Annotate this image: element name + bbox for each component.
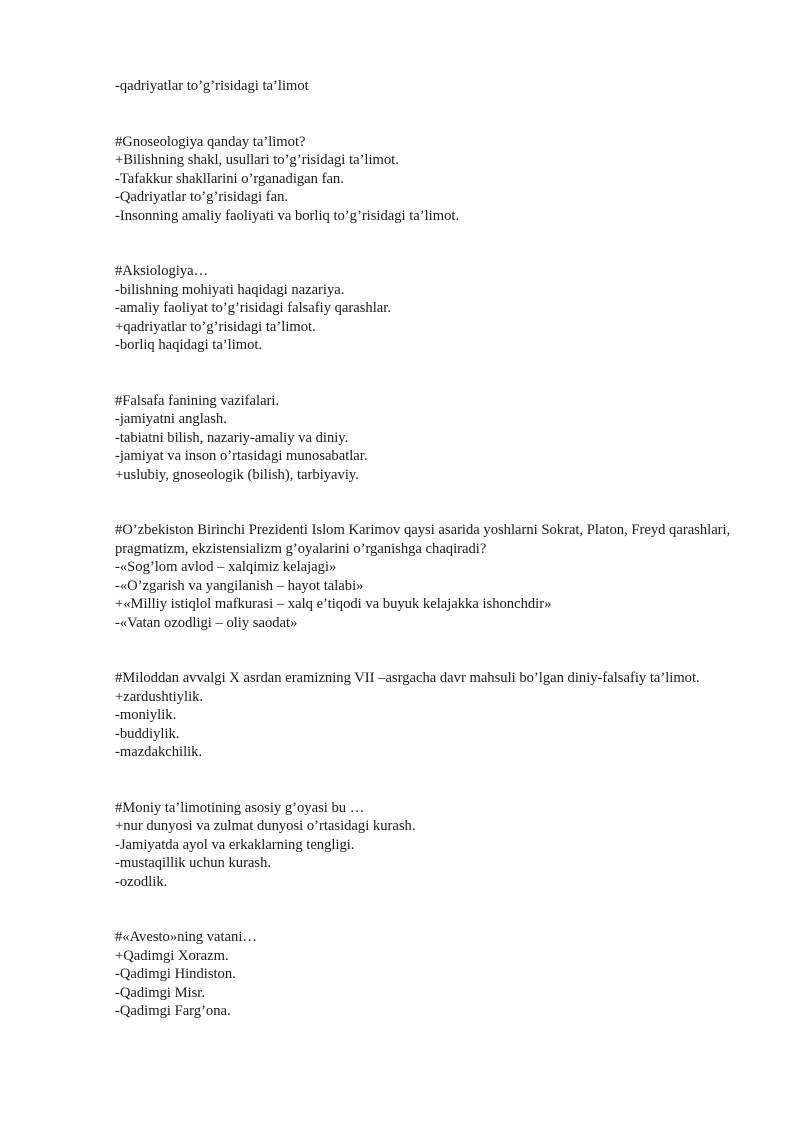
question-list: [115, 133, 735, 1021]
answer-option: -Qadimgi Hindiston.: [115, 966, 236, 982]
question-text: #Gnoseologiya qanday ta’limot?: [115, 133, 306, 150]
answer-options: [115, 281, 735, 355]
answer-option: +qadriyatlar to’g’risidagi ta’limot.: [115, 318, 316, 335]
answer-options: [115, 817, 735, 891]
answer-option: +Bilishning shakl, usullari to’g’risidagi ta’limot.: [115, 152, 399, 168]
answer-options: [115, 688, 735, 762]
answer-option: -Qadimgi Misr.: [115, 984, 205, 1001]
question-text: #«Avesto»ning vatani…: [115, 929, 257, 945]
answer-option: -mustaqillik uchun kurash.: [115, 855, 272, 871]
quiz-content: [115, 77, 735, 1021]
question-block: [115, 392, 735, 485]
answer-options: [115, 151, 735, 225]
answer-options: [115, 558, 735, 632]
answer-option: -Tafakkur shakllarini o’rganadigan fan.: [115, 170, 344, 187]
question-text: #Miloddan avvalgi X asrdan eramizning VII –asrgacha davr mahsuli bo’lgan diniy-falsafiy ta’limot.: [115, 670, 700, 686]
answer-option: -tabiatni bilish, nazariy-amaliy va diniy.: [115, 429, 349, 446]
answer-option: -«O’zgarish va yangilanish – hayot talabi»: [115, 577, 364, 594]
answer-option: -Insonning amaliy faoliyati va borliq to’g’risidagi ta’limot.: [115, 207, 460, 224]
question-block: [115, 799, 735, 892]
answer-option: +Qadimgi Xorazm.: [115, 947, 229, 964]
question-block: [115, 262, 735, 355]
answer-options: [115, 410, 735, 484]
answer-option: -Qadriyatlar to’g’risidagi fan.: [115, 189, 289, 205]
answer-option: -mazdakchilik.: [115, 744, 203, 760]
answer-option: -ozodlik.: [115, 873, 168, 890]
answer-option: -moniylik.: [115, 707, 177, 723]
question-text: #Aksiologiya…: [115, 263, 209, 279]
answer-option: -jamiyatni anglash.: [115, 411, 227, 427]
question-text: #Moniy ta’limotining asosiy g’oyasi bu …: [115, 799, 365, 816]
answer-option: -«Sog’lom avlod – xalqimiz kelajagi»: [115, 559, 337, 575]
answer-option: -jamiyat va inson o’rtasidagi munosabatlar.: [115, 448, 368, 464]
answer-option: -amaliy faoliyat to’g’risidagi falsafiy qarashlar.: [115, 300, 391, 316]
question-text: #Falsafa fanining vazifalari.: [115, 392, 280, 409]
answer-options: [115, 947, 735, 1021]
answer-option: +zardushtiylik.: [115, 688, 204, 705]
answer-option: -«Vatan ozodligi – oliy saodat»: [115, 614, 298, 631]
answer-option: -Qadimgi Farg’ona.: [115, 1003, 231, 1019]
question-block: [115, 928, 735, 1021]
answer-option: +uslubiy, gnoseologik (bilish), tarbiyaviy.: [115, 466, 359, 483]
question-text: #O’zbekiston Birinchi Prezidenti Islom Karimov qaysi asarida yoshlarni Sokrat, Platon, Freyd qarashlari, pragmatizm, ekzistensializm g’oyalarini o’rganishga chaqiradi?: [115, 522, 734, 557]
intro-line: -qadriyatlar to’g’risidagi ta’limot: [115, 78, 309, 94]
answer-option: -buddiylik.: [115, 725, 180, 742]
question-block: [115, 669, 735, 762]
answer-option: -bilishning mohiyati haqidagi nazariya.: [115, 281, 345, 298]
answer-option: -borliq haqidagi ta’limot.: [115, 337, 263, 353]
answer-option: +«Milliy istiqlol mafkurasi – xalq e’tiqodi va buyuk kelajakka ishonchdir»: [115, 596, 552, 612]
answer-option: -Jamiyatda ayol va erkaklarning tengligi.: [115, 836, 355, 853]
question-block: [115, 521, 735, 632]
answer-option: +nur dunyosi va zulmat dunyosi o’rtasidagi kurash.: [115, 818, 416, 834]
question-block: [115, 133, 735, 226]
